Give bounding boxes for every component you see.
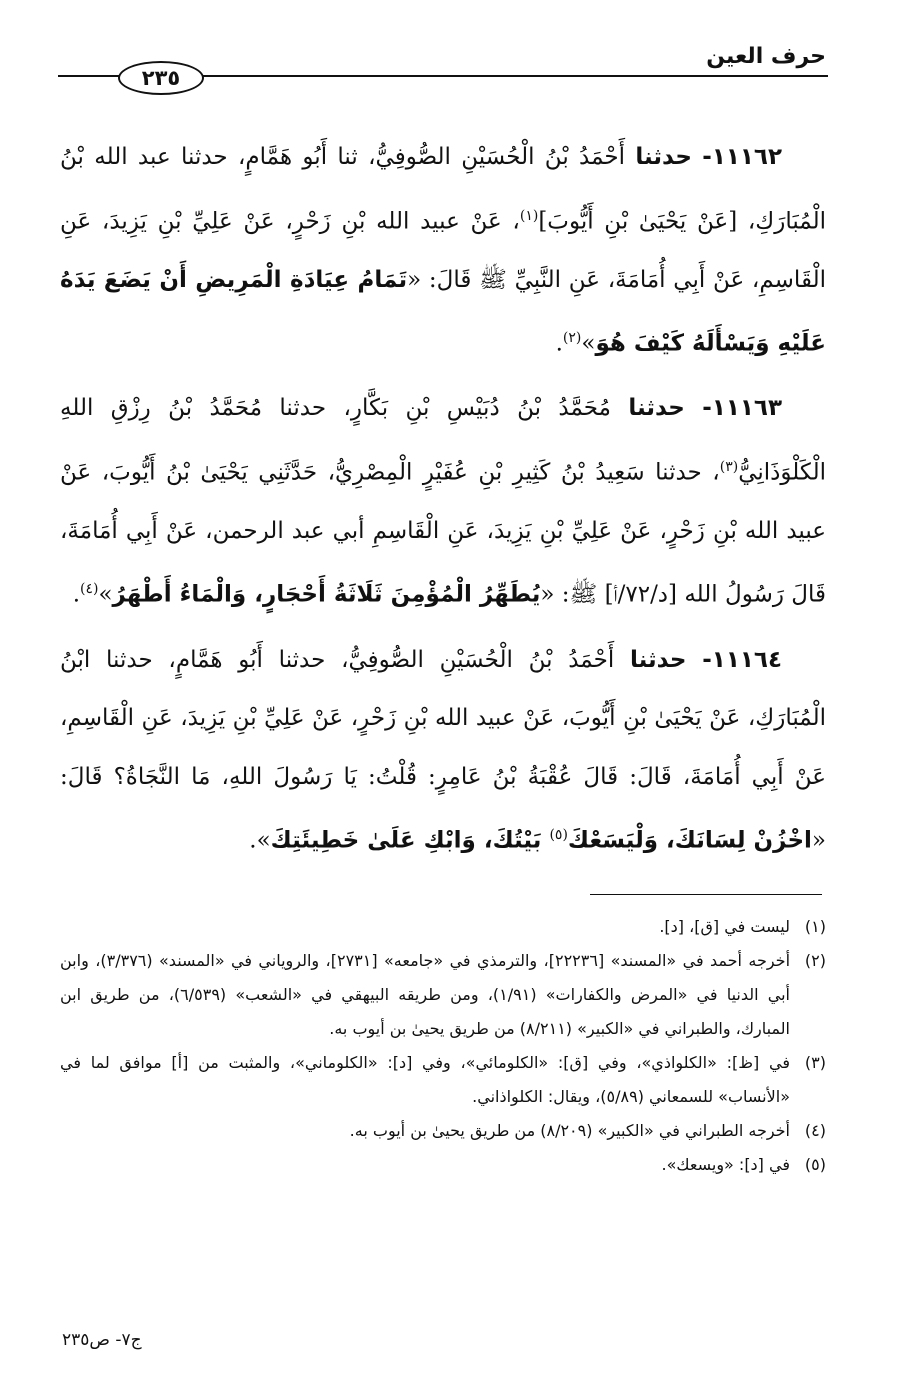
main-text — [60, 128, 826, 870]
footnote-item — [60, 1114, 826, 1148]
hadith-chain: أَحْمَدُ بْنُ الْحُسَيْنِ الصُّوفِيُّ، حدثنا أَبُو هَمَّامٍ، حدثنا ابْنُ الْمُبَارَكِ، عَنْ يَحْيَىٰ بْنِ أَيُّوبَ، عَنْ عبيد الله بْنِ زَحْرٍ، عَنْ عَلِيِّ بْنِ يَزِيدَ، عَنِ الْقَاسِمِ، عَنْ أَبِي أُمَامَةَ، قَالَ: قَالَ عُقْبَةُ بْنُ عَامِرٍ: قُلْتُ: يَا رَسُولَ اللهِ، مَا النَّجَاةُ؟ قَالَ: « — [60, 646, 826, 854]
hadith-number: ١١١٦٣- — [702, 395, 783, 422]
hadith-entry — [60, 631, 826, 871]
footnote-item — [60, 1046, 826, 1114]
footnote-number: (٢) — [804, 951, 826, 970]
page-number: ٢٣٥ — [141, 66, 181, 90]
hadith-matn: اخْزُنْ لِسَانَكَ، وَلْيَسَعْكَ — [567, 827, 812, 854]
footnote-ref[interactable]: (٥) — [549, 827, 568, 844]
hadith-lead: حدثنا — [629, 646, 687, 673]
footnote-ref[interactable]: (٢) — [562, 330, 582, 347]
volume-page-reference: ج٧- ص٢٣٥ — [62, 1330, 142, 1350]
footnote-item — [60, 944, 826, 1046]
hadith-matn: تَمَامُ عِيَادَةِ الْمَرِيضِ أَنْ يَضَعَ يَدَهُ عَلَيْهِ وَيَسْأَلَهُ كَيْفَ هُوَ — [60, 266, 826, 357]
footnote-ref[interactable]: (١) — [519, 207, 539, 224]
quote-close: » — [98, 582, 113, 609]
footnote-separator — [590, 894, 822, 895]
footnote-text: في [د]: «ويسعك». — [661, 1155, 790, 1174]
hadith-entry — [60, 128, 826, 373]
page-header — [58, 44, 828, 94]
hadith-chain: ، حدثنا سَعِيدُ بْنُ كَثِيرِ بْنِ عُفَيْرٍ الْمِصْرِيُّ، حَدَّثَنِي يَحْيَىٰ بْنُ أَيُّوبَ، عَنْ عبيد الله بْنِ زَحْرٍ، عَنْ عَلِيِّ بْنِ يَزِيدَ، عَنِ الْقَاسِمِ أبي عبد الرحمن، عَنْ أَبِي أُمَامَةَ، قَالَ رَسُولُ الله [د/٧٢/أ] ﷺ: « — [60, 459, 826, 609]
hadith-end: . — [72, 582, 80, 609]
footnote-number: (٣) — [804, 1053, 826, 1072]
quote-close: » — [581, 330, 596, 357]
footnote-text: ليست في [ق]، [د]. — [659, 917, 790, 936]
hadith-chain: أَحْمَدُ بْنُ الْحُسَيْنِ الصُّوفِيُّ، ثنا أَبُو هَمَّامٍ، حدثنا عبد الله بْنُ الْمُبَارَكِ، [عَنْ يَحْيَىٰ بْنِ أَيُّوبَ] — [60, 144, 826, 235]
hadith-chain: ، عَنْ عبيد الله بْنِ زَحْرٍ، عَنْ عَلِيِّ بْنِ يَزِيدَ، عَنِ الْقَاسِمِ، عَنْ أَبِي أُمَامَةَ، عَنِ النَّبِيِّ ﷺ قَالَ: « — [60, 208, 826, 293]
footnote-ref[interactable]: (٣) — [719, 458, 739, 475]
footnote-text: أخرجه أحمد في «المسند» [٢٢٢٣٦]، والترمذي في «جامعه» [٢٧٣١]، والروياني في «المسند» (٣/٣٧٦)، وابن أبي الدنيا في «المرض والكفارات» (١/٩١)، ومن طريقه البيهقي في «الشعب» (٦/٥٣٩)، من طريق ابن المبارك، والطبراني في «الكبير» (٨/٢١١) من طريق يحيىٰ بن أيوب به. — [60, 951, 791, 1038]
footnote-number: (٥) — [804, 1155, 826, 1174]
footnote-item — [60, 1148, 826, 1182]
hadith-matn: يُطَهِّرُ الْمُؤْمِنَ ثَلَاثَةُ أَحْجَارٍ، وَالْمَاءُ أَطْهَرُ — [112, 582, 541, 609]
hadith-lead: حدثنا — [635, 144, 692, 170]
footnote-text: أخرجه الطبراني في «الكبير» (٨/٢٠٩) من طريق يحيىٰ بن أيوب به. — [349, 1121, 790, 1140]
footnote-ref[interactable]: (٤) — [80, 581, 99, 598]
footnote-text: في [ظ]: «الكلواذي»، وفي [ق]: «الكلومائي»، وفي [د]: «الكلوماني»، والمثبت من [أ] موافق لما في «الأنساب» للسمعاني (٥/٨٩)، ويقال: الكلواذاني. — [60, 1053, 790, 1106]
hadith-lead: حدثنا — [628, 395, 685, 422]
footnotes — [60, 910, 826, 1182]
quote-close: » — [256, 827, 271, 854]
hadith-number: ١١١٦٤- — [702, 646, 782, 673]
chapter-title: حرف العين — [706, 44, 826, 69]
footnote-number: (١) — [804, 917, 826, 936]
hadith-number: ١١١٦٢- — [702, 144, 783, 170]
hadith-matn: بَيْتُكَ، وَابْكِ عَلَىٰ خَطِيئَتِكَ — [270, 827, 550, 854]
hadith-end: . — [555, 330, 563, 357]
hadith-chain: مُحَمَّدُ بْنُ دُبَيْسِ بْنِ بَكَّارٍ، حدثنا مُحَمَّدُ بْنُ رِزْقِ اللهِ الْكَلْوَذَانِيُّ — [60, 395, 826, 486]
footnote-item — [60, 910, 826, 944]
hadith-end: . — [249, 827, 257, 854]
page-number-badge — [118, 61, 204, 95]
hadith-entry — [60, 379, 826, 624]
footnote-number: (٤) — [804, 1121, 826, 1140]
